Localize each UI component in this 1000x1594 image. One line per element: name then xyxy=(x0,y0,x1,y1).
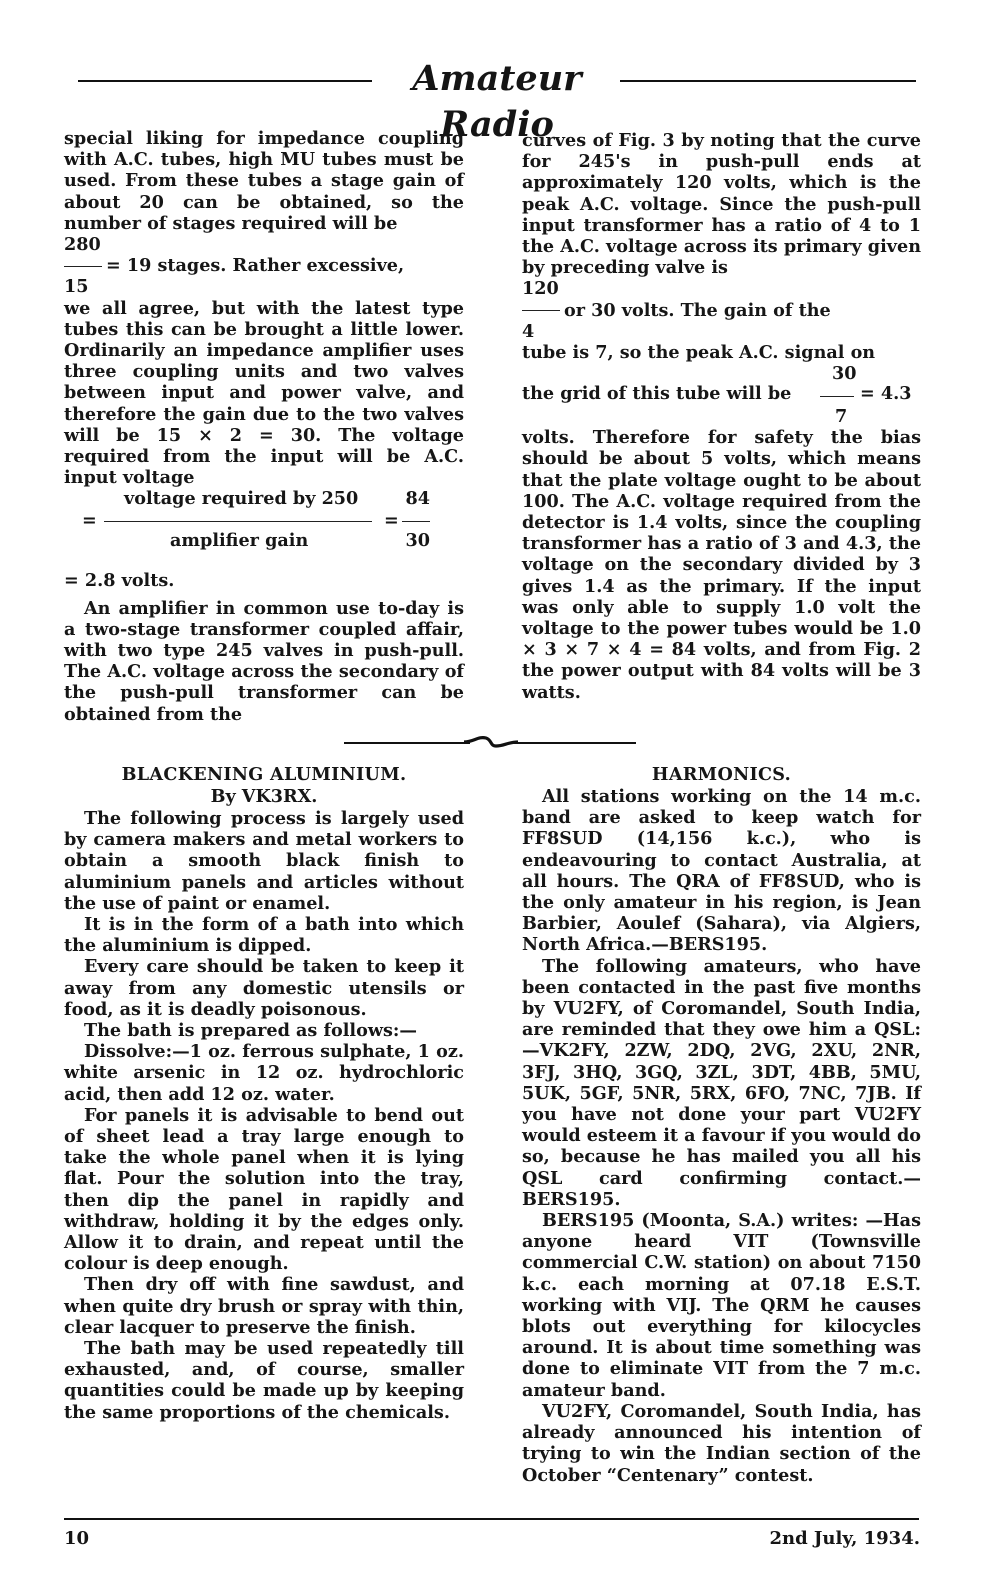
fraction-result: or 30 volts. The gain of the xyxy=(564,299,831,321)
paragraph: For panels it is advisable to bend out of sheet lead a tray large enough to take the whole panel when it is lying flat. Pour the solution into the tray, then dip the panel in rapidly and withdraw, holding it by the edges only. Allow it to drain, and repeat until the colour is deep enough. xyxy=(64,1104,464,1275)
equation-result: = 4.3 xyxy=(860,383,912,405)
article-title: HARMONICS. xyxy=(651,764,792,785)
paragraph: The following process is largely used by camera makers and metal workers to obtain a smooth black finish to aluminium panels and articles without the use of paint or enamel. xyxy=(64,808,464,914)
page-header xyxy=(78,56,916,145)
fraction-result: = 19 stages. Rather excessive, xyxy=(106,255,405,277)
fraction-denominator: 15 xyxy=(64,276,89,298)
equation-numerator-value: 84 xyxy=(405,488,430,510)
article-harmonics xyxy=(522,764,921,1486)
page-number: 10 xyxy=(64,1528,90,1549)
fraction-volts xyxy=(522,278,921,342)
article-byline: By VK3RX. xyxy=(210,786,318,807)
equation-denominator: 7 xyxy=(835,406,848,428)
fraction-bar xyxy=(820,396,854,397)
equals-sign: = xyxy=(82,510,97,532)
fraction-bar xyxy=(64,266,102,267)
fraction-bar xyxy=(402,521,430,522)
equation-numerator: voltage required by 250 xyxy=(124,488,359,510)
section-divider xyxy=(344,738,636,748)
paragraph: volts. Therefore for safety the bias should be about 5 volts, which means that the plate voltage ought to be about 100. The A.C. voltage required from the detector is 1.4 volts, since the coupling transformer has a ratio of 3 and 4.3, the voltage on the secondary divided by 3 gives 1.4 as the primary. If the input was only able to supply 1.0 volt the voltage to the power tubes would be 1.0 × 3 × 7 × 4 = 84 volts, and from Fig. 2 the power output with 84 volts will be 3 watts. xyxy=(522,427,921,703)
equation-result: = 2.8 volts. xyxy=(64,570,175,592)
equation-numerator: 30 xyxy=(832,363,857,385)
paragraph: BERS195 (Moonta, S.A.) writes: —Has anyone heard VIT (Townsville commercial C.W. station) on about 7150 k.c. each morning at 07.18 E.S.T. working with VIJ. The QRM he causes blots out everything for kilocycles around. It is about time something was done to eliminate VIT from the 7 m.c. amateur band. xyxy=(522,1210,921,1401)
fraction-stages xyxy=(64,234,464,298)
paragraph: The bath may be used repeatedly till exhausted, and, of course, smaller quantities could be made up by keeping the same proportions of the chemicals. xyxy=(64,1338,464,1423)
paragraph: tube is 7, so the peak A.C. signal on xyxy=(522,342,876,364)
paragraph: The bath is prepared as follows:— xyxy=(84,1020,417,1042)
voltage-equation xyxy=(64,488,464,570)
paragraph: we all agree, but with the latest type tubes this can be brought a little lower. Ordinarily an impedance amplifier uses three coupling units and two valves between input and power valve, and therefore the gain due to the two valves will be 15 × 2 = 30. The voltage required from the input will be A.C. input voltage xyxy=(64,297,464,489)
article-title: BLACKENING ALUMINIUM. xyxy=(121,764,407,785)
article-blackening-aluminium xyxy=(64,764,464,1423)
right-column-top xyxy=(522,130,921,703)
paragraph: curves of Fig. 3 by noting that the curve for 245's in push-pull ends at approximately 120 volts, which is the peak A.C. voltage. Since the push-pull input transformer has a ratio of 4 to 1 the A.C. voltage across its primary given by preceding valve is xyxy=(522,130,921,279)
paragraph: VU2FY, Coromandel, South India, has already announced his intention of trying to win the Indian section of the October “Centenary” contest. xyxy=(522,1400,921,1486)
paragraph: Dissolve:—1 oz. ferrous sulphate, 1 oz. white arsenic in 12 oz. hydrochloric acid, then add 12 oz. water. xyxy=(64,1041,464,1105)
issue-date: 2nd July, 1934. xyxy=(769,1528,920,1549)
paragraph: An amplifier in common use to-day is a two-stage transformer coupled affair, with two type 245 valves in push-pull. The A.C. voltage across the secondary of the push-pull transformer can be obtained from the xyxy=(64,597,464,725)
paragraph: The following amateurs, who have been contacted in the past five months by VU2FY, of Coromandel, South India, are reminded that they owe him a QSL:—VK2FY, 2ZW, 2DQ, 2VG, 2XU, 2NR, 3FJ, 3HQ, 3GQ, 3ZL, 3DT, 4BB, 5MU, 5UK, 5GF, 5NR, 5RX, 6FO, 7NC, 7JB. If you have not done your part VU2FY would esteem it a favour if you would do so, because he has mailed you all his QSL card confirming contact.—BERS195. xyxy=(522,955,921,1210)
paragraph: It is in the form of a bath into which the aluminium is dipped. xyxy=(64,914,464,957)
fraction-numerator: 280 xyxy=(64,234,101,256)
divider-rule-left xyxy=(344,742,470,744)
header-rule-right xyxy=(620,80,916,82)
equation-denominator: amplifier gain xyxy=(170,530,309,552)
paragraph: Every care should be taken to keep it away from any domestic utensils or food, as it is deadly poisonous. xyxy=(64,956,464,1020)
paragraph: All stations working on the 14 m.c. band are asked to keep watch for FF8SUD (14,156 k.c.), who is endeavouring to contact Australia, at all hours. The QRA of FF8SUD, who is the only amateur in his region, is Jean Barbier, Aoulef (Sahara), via Algiers, North Africa.—BERS195. xyxy=(522,786,921,956)
left-column-top xyxy=(64,128,464,725)
equals-sign: = xyxy=(384,510,399,532)
masthead: Amateur Radio xyxy=(412,58,582,145)
header-rule-left xyxy=(78,80,372,82)
fraction-bar xyxy=(522,310,560,311)
divider-rule-right xyxy=(510,742,636,744)
fraction-denominator: 4 xyxy=(522,320,535,342)
grid-signal-equation xyxy=(522,363,921,427)
fraction-numerator: 120 xyxy=(522,278,559,300)
equation-text: the grid of this tube will be xyxy=(522,383,792,405)
footer-rule xyxy=(64,1518,919,1520)
fraction-bar xyxy=(104,521,372,522)
paragraph: Then dry off with fine sawdust, and when quite dry brush or spray with thin, clear lacquer to preserve the finish. xyxy=(64,1274,464,1338)
paragraph: special liking for impedance coupling with A.C. tubes, high MU tubes must be used. From these tubes a stage gain of about 20 can be obtained, so the number of stages required will be xyxy=(64,128,464,234)
equation-denominator-value: 30 xyxy=(405,530,430,552)
